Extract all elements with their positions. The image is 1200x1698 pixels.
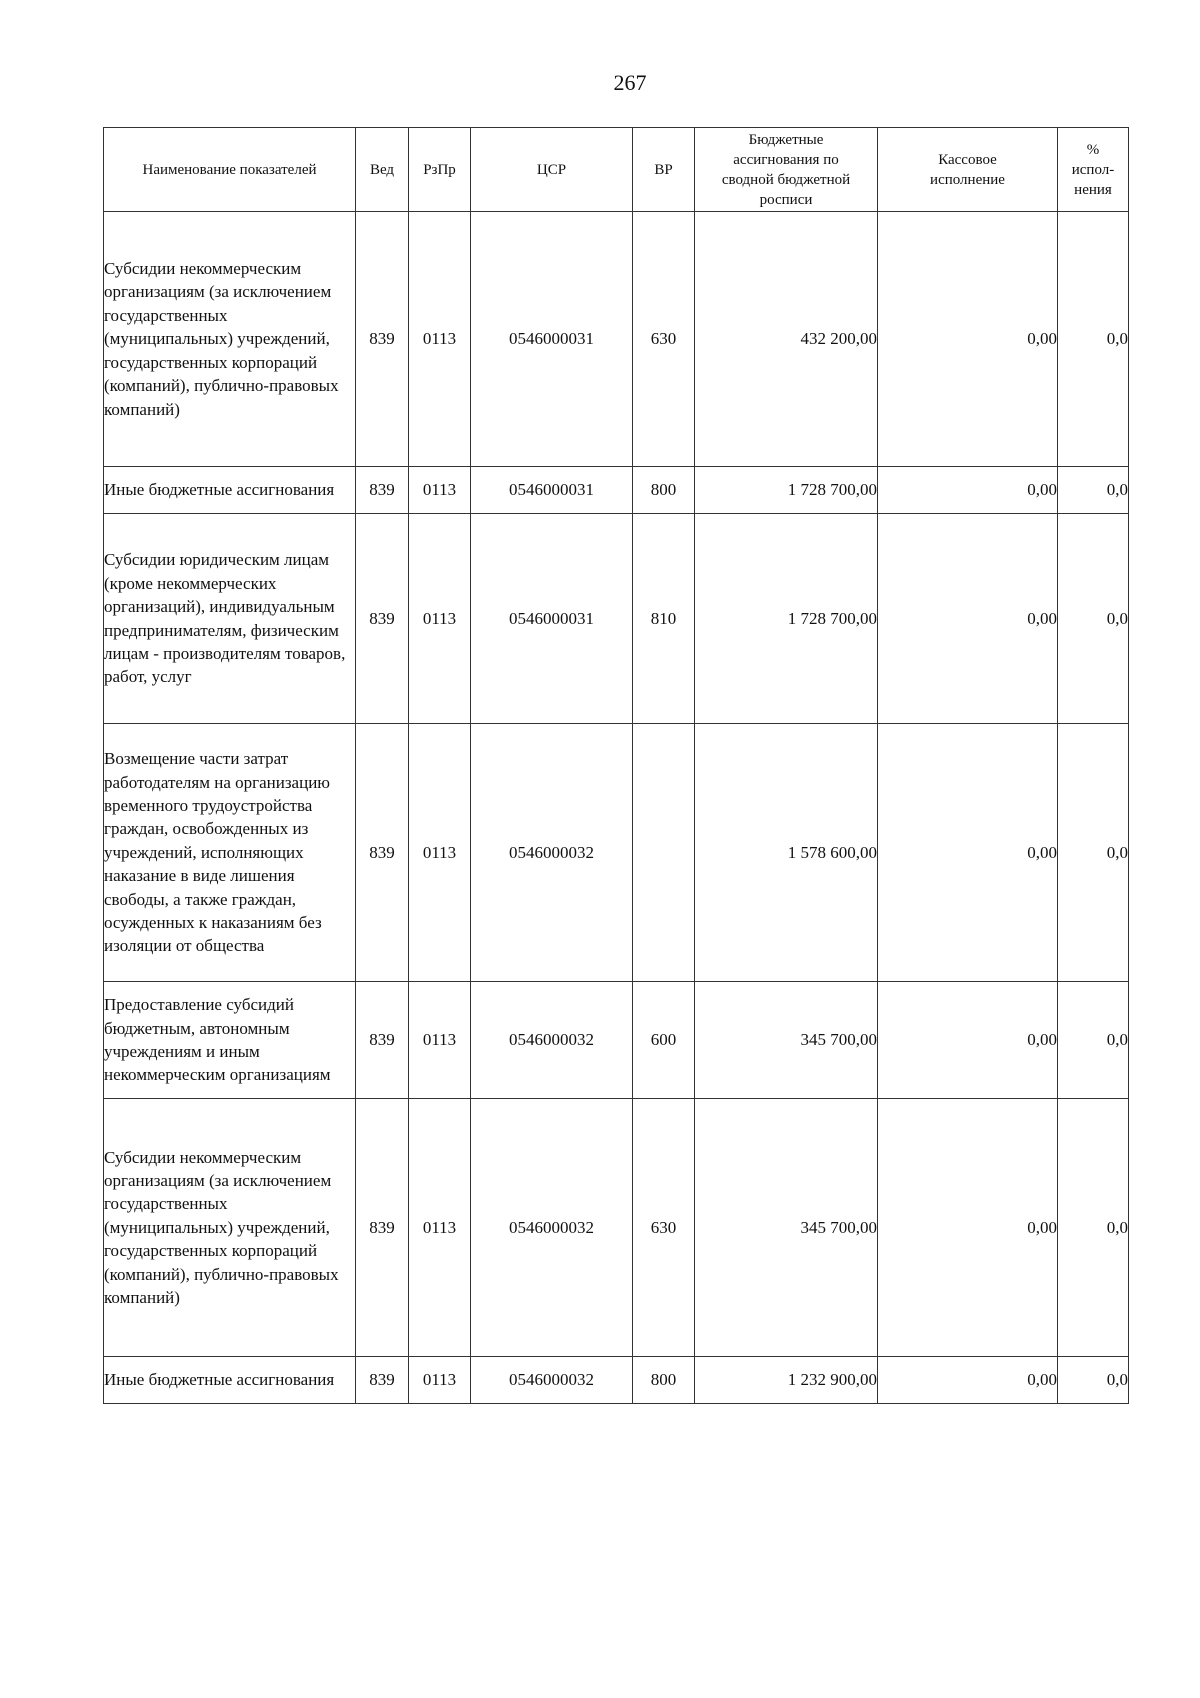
header-rzpr: РзПр xyxy=(409,128,471,212)
table-row xyxy=(104,1099,1129,1357)
row-ved: 839 xyxy=(356,514,409,724)
row-ved: 839 xyxy=(356,724,409,982)
row-name: Субсидии некоммерческим организациям (за исключением государственных (муниципальных) учреждений, государственных корпораций (компаний), публично-правовых компаний) xyxy=(104,212,356,467)
row-budget: 345 700,00 xyxy=(695,1099,878,1357)
row-budget: 1 578 600,00 xyxy=(695,724,878,982)
row-percent: 0,0 xyxy=(1058,467,1129,514)
row-vr: 810 xyxy=(633,514,695,724)
row-budget: 1 728 700,00 xyxy=(695,467,878,514)
row-vr: 630 xyxy=(633,212,695,467)
row-csr: 0546000032 xyxy=(471,1357,633,1404)
row-ved: 839 xyxy=(356,212,409,467)
row-rzpr: 0113 xyxy=(409,212,471,467)
row-percent: 0,0 xyxy=(1058,1099,1129,1357)
row-cash: 0,00 xyxy=(878,467,1058,514)
row-csr: 0546000032 xyxy=(471,982,633,1099)
row-name: Возмещение части затрат работодателям на организацию временного трудоустройства граждан, освобожденных из учреждений, исполняющих наказание в виде лишения свободы, а также граждан, осужденных к наказаниям без изоляции от общества xyxy=(104,724,356,982)
row-percent: 0,0 xyxy=(1058,724,1129,982)
row-rzpr: 0113 xyxy=(409,724,471,982)
row-vr: 800 xyxy=(633,1357,695,1404)
row-name: Предоставление субсидий бюджетным, автономным учреждениям и иным некоммерческим организациям xyxy=(104,982,356,1099)
row-cash: 0,00 xyxy=(878,982,1058,1099)
row-cash: 0,00 xyxy=(878,212,1058,467)
row-rzpr: 0113 xyxy=(409,1099,471,1357)
table-row xyxy=(104,1357,1129,1404)
header-percent: % испол-нения xyxy=(1058,128,1129,212)
row-cash: 0,00 xyxy=(878,514,1058,724)
row-budget: 1 728 700,00 xyxy=(695,514,878,724)
row-rzpr: 0113 xyxy=(409,982,471,1099)
table-row xyxy=(104,982,1129,1099)
row-vr: 630 xyxy=(633,1099,695,1357)
row-name: Иные бюджетные ассигнования xyxy=(104,1357,356,1404)
row-csr: 0546000032 xyxy=(471,724,633,982)
row-percent: 0,0 xyxy=(1058,212,1129,467)
row-cash: 0,00 xyxy=(878,1357,1058,1404)
row-ved: 839 xyxy=(356,1099,409,1357)
row-ved: 839 xyxy=(356,982,409,1099)
table-row xyxy=(104,212,1129,467)
page-number: 267 xyxy=(613,70,647,95)
row-ved: 839 xyxy=(356,1357,409,1404)
row-csr: 0546000031 xyxy=(471,467,633,514)
table-header-row xyxy=(104,128,1129,212)
row-csr: 0546000031 xyxy=(471,514,633,724)
row-budget: 1 232 900,00 xyxy=(695,1357,878,1404)
budget-execution-table xyxy=(103,127,1129,1404)
header-cash: Кассовое исполнение xyxy=(878,128,1058,212)
header-name: Наименование показателей xyxy=(104,128,356,212)
header-csr: ЦСР xyxy=(471,128,633,212)
row-csr: 0546000032 xyxy=(471,1099,633,1357)
row-budget: 432 200,00 xyxy=(695,212,878,467)
table-row xyxy=(104,514,1129,724)
row-name: Субсидии юридическим лицам (кроме некоммерческих организаций), индивидуальным предпринимателям, физическим лицам - производителям товаров, работ, услуг xyxy=(104,514,356,724)
row-rzpr: 0113 xyxy=(409,1357,471,1404)
row-name: Субсидии некоммерческим организациям (за исключением государственных (муниципальных) учреждений, государственных корпораций (компаний), публично-правовых компаний) xyxy=(104,1099,356,1357)
row-cash: 0,00 xyxy=(878,724,1058,982)
header-vr: ВР xyxy=(633,128,695,212)
row-ved: 839 xyxy=(356,467,409,514)
row-vr xyxy=(633,724,695,982)
row-budget: 345 700,00 xyxy=(695,982,878,1099)
header-budget: Бюджетные ассигнования по сводной бюджетной росписи xyxy=(695,128,878,212)
row-vr: 600 xyxy=(633,982,695,1099)
row-percent: 0,0 xyxy=(1058,1357,1129,1404)
row-percent: 0,0 xyxy=(1058,982,1129,1099)
row-vr: 800 xyxy=(633,467,695,514)
table-row xyxy=(104,467,1129,514)
row-cash: 0,00 xyxy=(878,1099,1058,1357)
row-rzpr: 0113 xyxy=(409,467,471,514)
row-csr: 0546000031 xyxy=(471,212,633,467)
row-rzpr: 0113 xyxy=(409,514,471,724)
header-ved: Вед xyxy=(356,128,409,212)
row-name: Иные бюджетные ассигнования xyxy=(104,467,356,514)
table-row xyxy=(104,724,1129,982)
row-percent: 0,0 xyxy=(1058,514,1129,724)
